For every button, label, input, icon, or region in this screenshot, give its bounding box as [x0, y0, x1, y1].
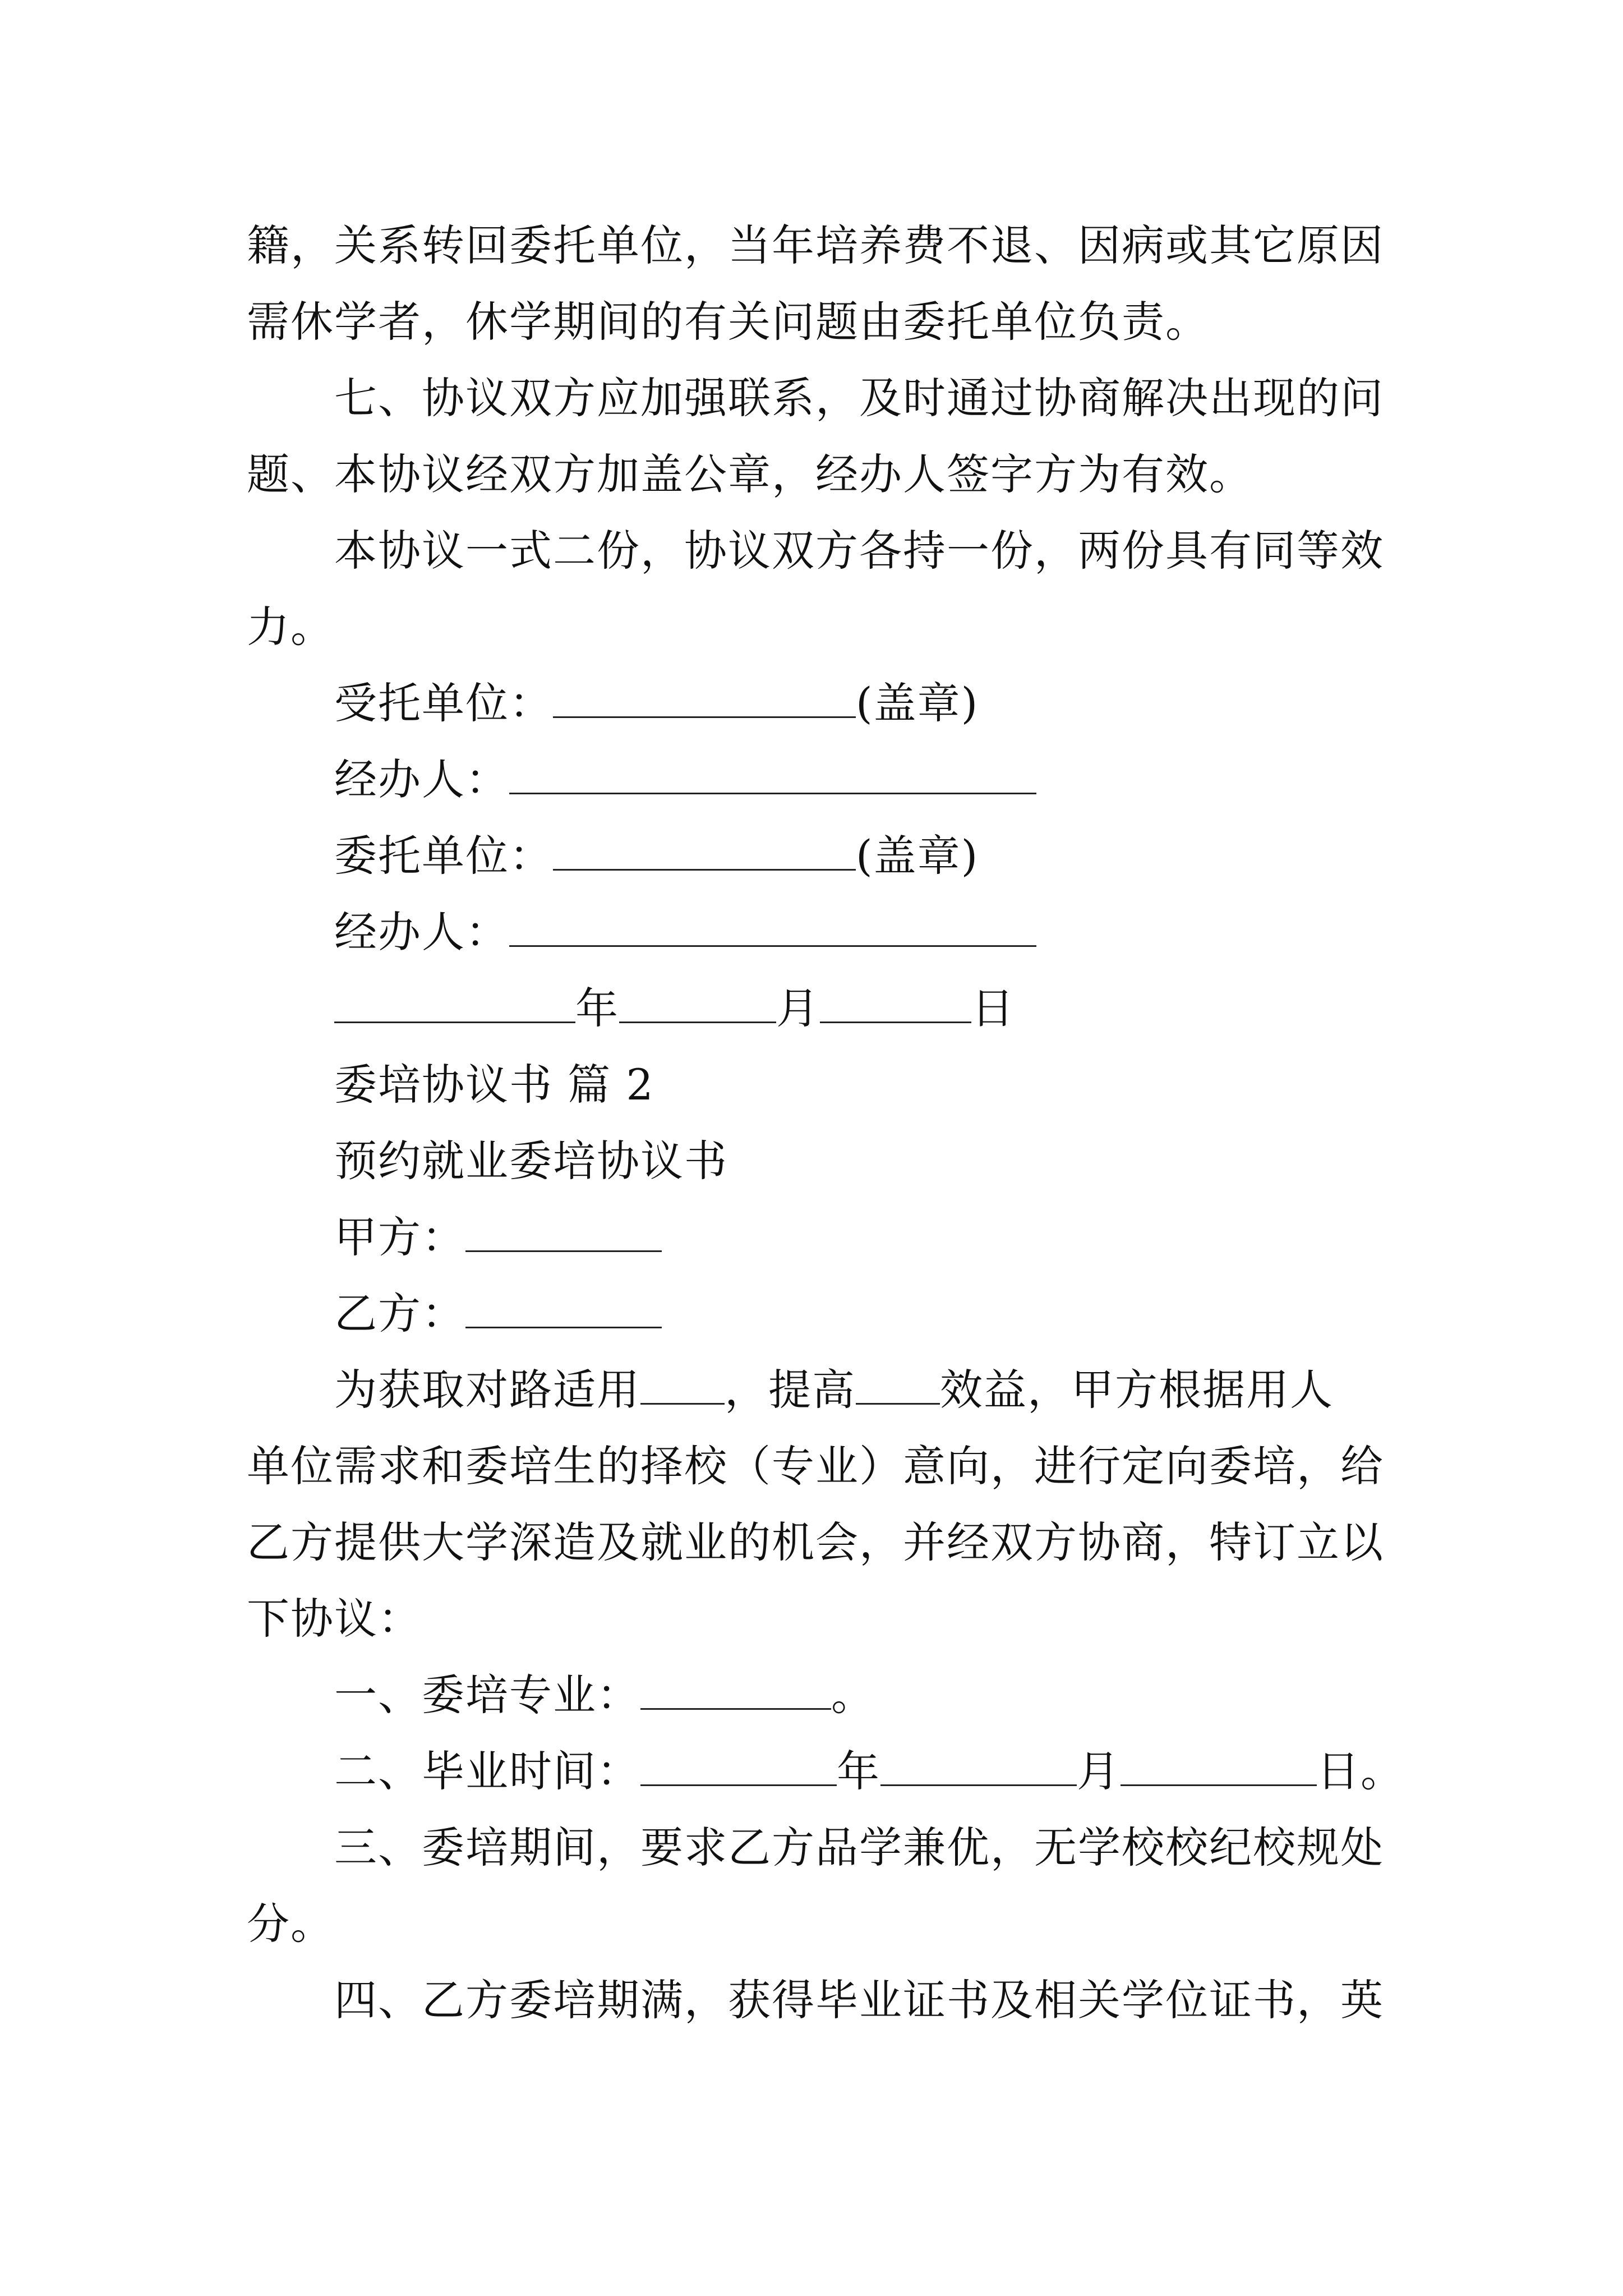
major-blank [640, 1673, 831, 1710]
body-line: 力。 [247, 602, 334, 652]
agreement-title: 预约就业委培协议书 [334, 1136, 728, 1186]
trustee-unit-line [334, 675, 979, 731]
party-b-line [334, 1286, 662, 1342]
body-line: 四、乙方委培期满，获得毕业证书及相关学位证书，英 [334, 1975, 1384, 2025]
trustor-unit-blank [553, 834, 856, 871]
body-line: 本协议一式二份，协议双方各持一份，两份具有同等效 [334, 526, 1384, 576]
party-a-label: 甲方： [334, 1212, 465, 1262]
year-blank [334, 987, 575, 1023]
body-line: 单位需求和委培生的择校（专业）意向，进行定向委培，给 [247, 1441, 1384, 1491]
year-label: 年 [575, 983, 619, 1033]
item-graduation-line [334, 1743, 1404, 1800]
section-heading: 委培协议书 篇 2 [334, 1060, 654, 1110]
handler-blank [509, 910, 1036, 947]
body-line: 下协议： [247, 1594, 422, 1644]
trustor-handler-line [334, 904, 1036, 960]
trustee-unit-label: 受托单位： [334, 678, 553, 728]
day-blank [820, 987, 971, 1023]
body-line: 需休学者，休学期间的有关问题由委托单位负责。 [247, 297, 1209, 347]
grad-month-blank [880, 1750, 1077, 1786]
body-line: 题、本协议经双方加盖公章，经办人签字方为有效。 [247, 449, 1253, 499]
party-a-line [334, 1209, 662, 1266]
seal-label: (盖章) [856, 678, 979, 728]
body-line: 三、委培期间，要求乙方品学兼优，无学校校纪校规处 [334, 1823, 1384, 1872]
trustee-unit-blank [553, 682, 856, 718]
body-line: 分。 [247, 1899, 334, 1949]
month-blank [619, 987, 776, 1023]
handler-label: 经办人： [334, 754, 509, 804]
party-b-label: 乙方： [334, 1289, 465, 1338]
body-line: 乙方提供大学深造及就业的机会，并经双方协商，特订立以 [247, 1517, 1384, 1567]
item-end: 。 [831, 1670, 875, 1720]
day-label: 日 [971, 983, 1015, 1033]
party-b-blank [465, 1292, 662, 1328]
body-line: 七、协议双方应加强联系，及时通过协商解决出现的问 [334, 373, 1384, 423]
day-label: 日。 [1317, 1746, 1404, 1796]
trustee-handler-line [334, 752, 1036, 808]
grad-day-blank [1121, 1750, 1317, 1786]
seal-label: (盖章) [856, 831, 979, 881]
date-line [334, 981, 1015, 1037]
intro-line [334, 1362, 1334, 1418]
item-major-line [334, 1667, 875, 1723]
item-label: 二、毕业时间： [334, 1746, 640, 1796]
grad-year-blank [640, 1750, 837, 1786]
intro-blank [640, 1368, 725, 1405]
intro-text: 效益，甲方根据用人 [940, 1365, 1334, 1415]
intro-text: 为获取对路适用 [334, 1365, 640, 1415]
intro-text: ，提高 [725, 1365, 856, 1415]
intro-blank [856, 1368, 940, 1405]
handler-label: 经办人： [334, 907, 509, 957]
month-label: 月 [776, 983, 820, 1033]
trustor-unit-label: 委托单位： [334, 831, 553, 881]
month-label: 月 [1077, 1746, 1121, 1796]
handler-blank [509, 758, 1036, 794]
trustor-unit-line [334, 828, 979, 884]
party-a-blank [465, 1216, 662, 1252]
year-label: 年 [837, 1746, 880, 1796]
body-line: 籍，关系转回委托单位，当年培养费不退、因病或其它原因 [247, 220, 1384, 270]
item-label: 一、委培专业： [334, 1670, 640, 1720]
